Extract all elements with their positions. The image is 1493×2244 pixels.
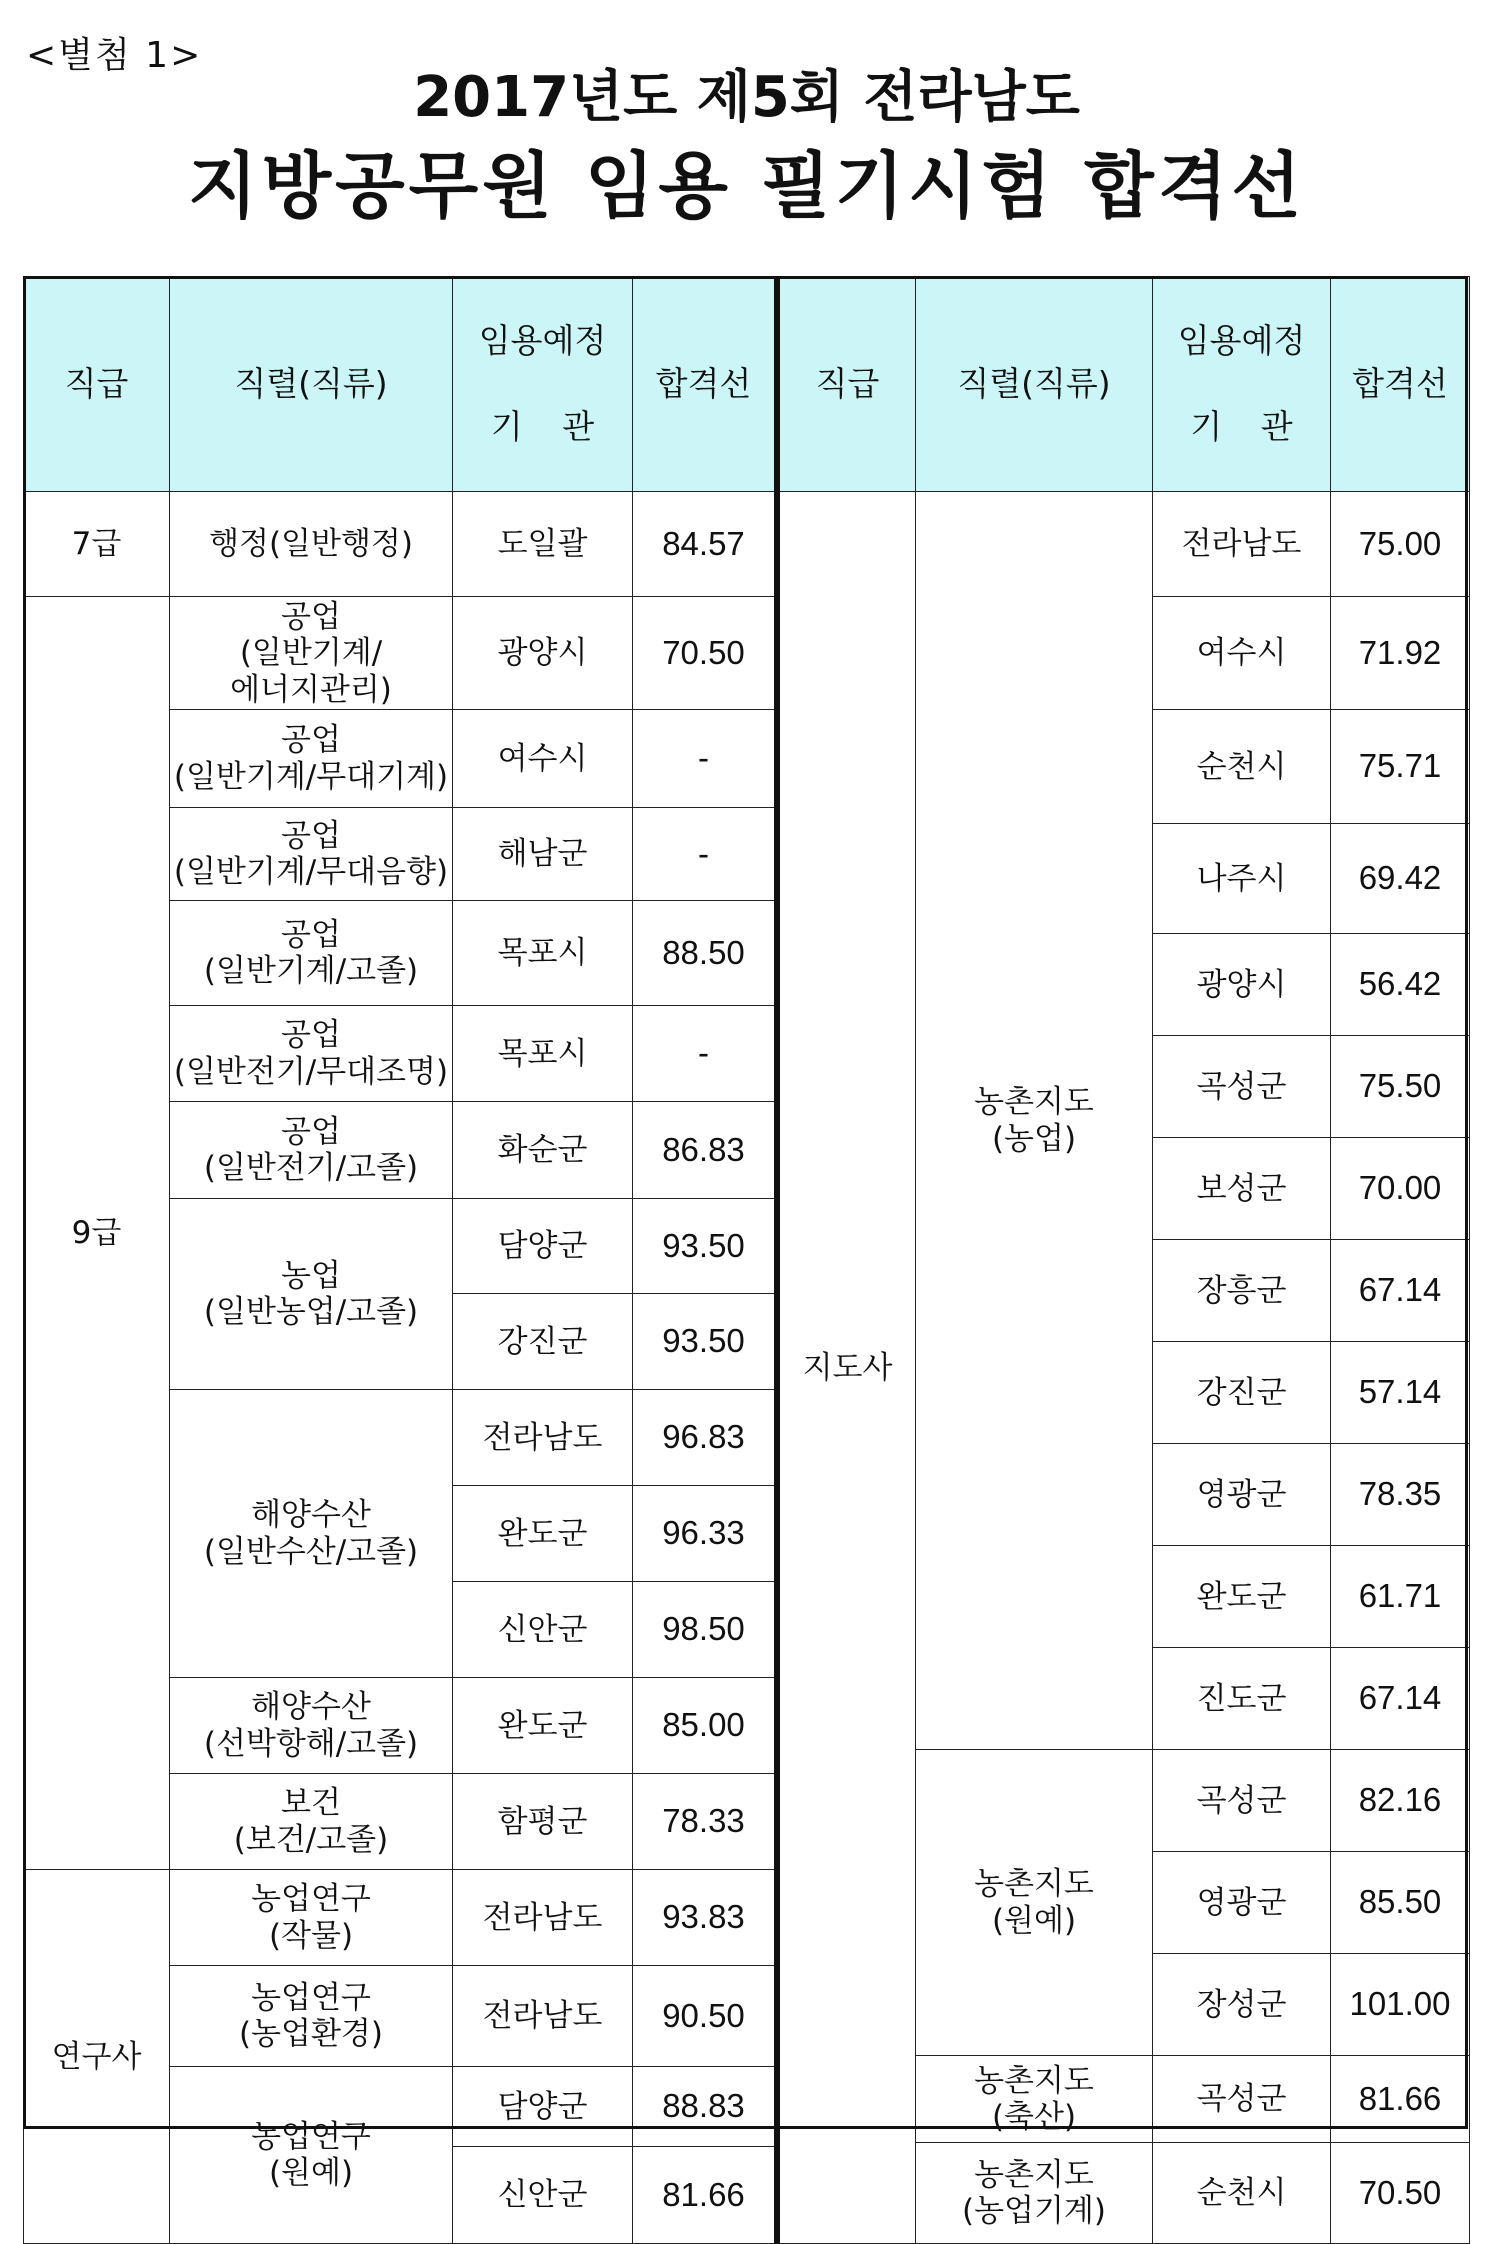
series-cell: 해양수산 (선박항해/고졸)	[170, 1678, 453, 1774]
agency-cell: 목포시	[453, 1006, 633, 1102]
grade-cell: 9급	[24, 597, 170, 1870]
cutoff-cell: 81.66	[633, 2147, 776, 2244]
series-cell: 공업 (일반기계/고졸)	[170, 901, 453, 1006]
agency-cell: 광양시	[1153, 934, 1331, 1036]
cutoff-cell: 90.50	[633, 1966, 776, 2067]
header-agency-char2: 관	[562, 406, 595, 446]
agency-cell: 곡성군	[1153, 1750, 1331, 1852]
header-cutoff: 합격선	[1331, 277, 1470, 492]
cutoff-cell: 82.16	[1331, 1750, 1470, 1852]
agency-cell: 진도군	[1153, 1648, 1331, 1750]
cutoff-cell: 57.14	[1331, 1342, 1470, 1444]
header-series: 직렬(직류)	[916, 277, 1153, 492]
attachment-label: <별첨 1>	[26, 35, 203, 76]
header-grade: 직급	[779, 277, 916, 492]
header-agency-line1: 임용예정	[1177, 320, 1306, 360]
cutoff-cell: -	[633, 710, 776, 808]
header-cutoff: 합격선	[633, 277, 776, 492]
agency-cell: 곡성군	[1153, 2056, 1331, 2143]
agency-cell: 신안군	[453, 1582, 633, 1678]
agency-cell: 장흥군	[1153, 1240, 1331, 1342]
agency-cell: 곡성군	[1153, 1036, 1331, 1138]
series-cell: 공업 (일반기계/무대기계)	[170, 710, 453, 808]
cutoff-cell: 86.83	[633, 1102, 776, 1199]
agency-cell: 목포시	[453, 901, 633, 1006]
agency-cell: 해남군	[453, 808, 633, 901]
header-agency-char2: 관	[1260, 406, 1293, 446]
series-cell: 농촌지도 (원예)	[916, 1750, 1153, 2056]
cutoff-cell: 67.14	[1331, 1648, 1470, 1750]
series-cell: 공업 (일반기계/무대음향)	[170, 808, 453, 901]
agency-cell: 영광군	[1153, 1444, 1331, 1546]
cutoff-cell: 81.66	[1331, 2056, 1470, 2143]
series-cell: 농촌지도 (축산)	[916, 2056, 1153, 2143]
agency-cell: 화순군	[453, 1102, 633, 1199]
agency-cell: 도일괄	[453, 492, 633, 597]
series-cell: 공업 (일반전기/무대조명)	[170, 1006, 453, 1102]
cutoff-cell: 93.50	[633, 1294, 776, 1390]
series-cell: 농업연구 (농업환경)	[170, 1966, 453, 2067]
cutoff-cell: 70.50	[633, 597, 776, 710]
agency-cell: 장성군	[1153, 1954, 1331, 2056]
agency-cell: 순천시	[1153, 710, 1331, 824]
grade-cell: 지도사	[779, 492, 916, 2244]
cutoff-cell: 69.42	[1331, 824, 1470, 934]
title-line-1: 2017년도 제5회 전라남도	[413, 65, 1080, 130]
cutoff-cell: 75.50	[1331, 1036, 1470, 1138]
cutoff-cell: 85.00	[633, 1678, 776, 1774]
cutoff-cell: 96.33	[633, 1486, 776, 1582]
cutoff-cell: 67.14	[1331, 1240, 1470, 1342]
agency-cell: 완도군	[453, 1486, 633, 1582]
agency-cell: 나주시	[1153, 824, 1331, 934]
agency-cell: 여수시	[453, 710, 633, 808]
cutoff-cell: 56.42	[1331, 934, 1470, 1036]
agency-cell: 강진군	[1153, 1342, 1331, 1444]
cutoff-cell: 85.50	[1331, 1852, 1470, 1954]
cutoff-cell: 88.83	[633, 2067, 776, 2147]
series-cell: 농촌지도 (농업)	[916, 492, 1153, 1750]
series-cell: 농업 (일반농업/고졸)	[170, 1199, 453, 1390]
cutoff-cell: 78.33	[633, 1774, 776, 1870]
header-grade: 직급	[24, 277, 170, 492]
cutoff-cell: 70.50	[1331, 2143, 1470, 2244]
series-cell: 행정(일반행정)	[170, 492, 453, 597]
cutoff-cell: 98.50	[633, 1582, 776, 1678]
agency-cell: 전라남도	[453, 1390, 633, 1486]
agency-cell: 보성군	[1153, 1138, 1331, 1240]
agency-cell: 전라남도	[453, 1966, 633, 2067]
cutoff-cell: -	[633, 808, 776, 901]
cutoff-cell: 61.71	[1331, 1546, 1470, 1648]
cutoff-cell: 93.83	[633, 1870, 776, 1966]
agency-cell: 담양군	[453, 2067, 633, 2147]
cutoff-cell: 71.92	[1331, 597, 1470, 710]
agency-cell: 함평군	[453, 1774, 633, 1870]
agency-cell: 신안군	[453, 2147, 633, 2244]
series-cell: 농촌지도 (농업기계)	[916, 2143, 1153, 2244]
series-cell: 공업 (일반기계/ 에너지관리)	[170, 597, 453, 710]
series-cell: 농업연구 (원예)	[170, 2067, 453, 2244]
series-cell: 해양수산 (일반수산/고졸)	[170, 1390, 453, 1678]
series-cell: 공업 (일반전기/고졸)	[170, 1102, 453, 1199]
cutoff-cell: 96.83	[633, 1390, 776, 1486]
cutoff-cell: 75.00	[1331, 492, 1470, 597]
grade-cell: 7급	[24, 492, 170, 597]
agency-cell: 순천시	[1153, 2143, 1331, 2244]
series-cell: 농업연구 (작물)	[170, 1870, 453, 1966]
cutoff-cell: 70.00	[1331, 1138, 1470, 1240]
series-cell: 보건 (보건/고졸)	[170, 1774, 453, 1870]
agency-cell: 강진군	[453, 1294, 633, 1390]
header-agency-char1: 기	[490, 406, 523, 446]
agency-cell: 영광군	[1153, 1852, 1331, 1954]
table-outer-frame	[23, 276, 1468, 2129]
cutoff-cell: 84.57	[633, 492, 776, 597]
grade-cell: 연구사	[24, 1870, 170, 2244]
agency-cell: 전라남도	[1153, 492, 1331, 597]
page-title: 지방공무원 임용 필기시험 합격선	[188, 144, 1305, 228]
cutoff-cell: 101.00	[1331, 1954, 1470, 2056]
agency-cell: 담양군	[453, 1199, 633, 1294]
agency-cell: 광양시	[453, 597, 633, 710]
agency-cell: 완도군	[453, 1678, 633, 1774]
agency-cell: 전라남도	[453, 1870, 633, 1966]
cutoff-cell: 93.50	[633, 1199, 776, 1294]
cutoff-cell: 75.71	[1331, 710, 1470, 824]
cutoff-cell: 78.35	[1331, 1444, 1470, 1546]
agency-cell: 여수시	[1153, 597, 1331, 710]
header-agency-line1: 임용예정	[478, 320, 607, 360]
header-agency-char1: 기	[1190, 406, 1223, 446]
agency-cell: 완도군	[1153, 1546, 1331, 1648]
cutoff-cell: 88.50	[633, 901, 776, 1006]
header-series: 직렬(직류)	[170, 277, 453, 492]
cutoff-cell: -	[633, 1006, 776, 1102]
